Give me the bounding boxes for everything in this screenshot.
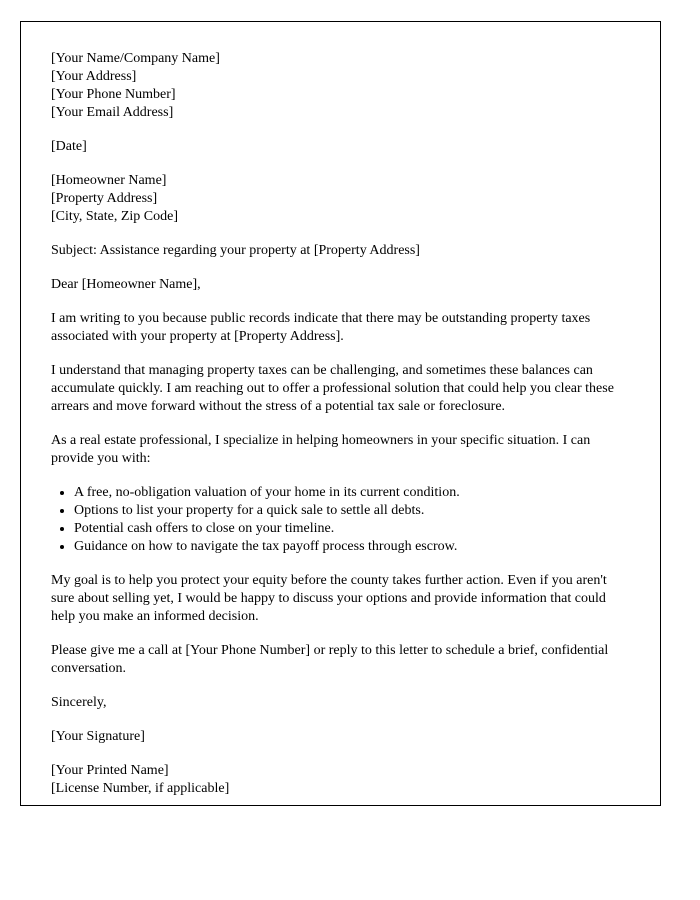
recipient-name-line: [Homeowner Name]: [51, 173, 167, 188]
services-bullet-list: [51, 484, 630, 556]
sender-email-line: [Your Email Address]: [51, 105, 174, 120]
printed-name-block: [51, 762, 630, 798]
signature-block: [51, 728, 630, 746]
printed-name-line: [Your Printed Name]: [51, 763, 169, 778]
paragraph-intro: I am writing to you because public records indicate that there may be outstanding property taxes associated with your property at [Property Address].: [51, 311, 591, 344]
paragraph-call-to-action: Please give me a call at [Your Phone Number] or reply to this letter to schedule a brief, confidential conversation.: [51, 643, 609, 676]
sender-name-line: [Your Name/Company Name]: [51, 51, 220, 66]
sender-address-line: [Your Address]: [51, 69, 137, 84]
sender-block: [51, 50, 630, 122]
license-number-line: [License Number, if applicable]: [51, 781, 230, 796]
signoff: [51, 694, 630, 712]
salutation: Dear [Homeowner Name],: [51, 277, 201, 292]
signature-line: [Your Signature]: [51, 729, 145, 744]
subject-line: Subject: Assistance regarding your property at [Property Address]: [51, 243, 420, 258]
paragraph-understanding: I understand that managing property taxes can be challenging, and sometimes these balances can accumulate quickly. I am reaching out to offer a professional solution that could help you clear these arrears and move forward without the stress of a potential tax sale or foreclosure.: [51, 363, 614, 414]
signoff-line: Sincerely,: [51, 695, 107, 710]
date-block: [51, 138, 630, 156]
bullet-item-guidance: • Guidance on how to navigate the tax payoff process through escrow.: [74, 538, 630, 556]
sender-phone-line: [Your Phone Number]: [51, 87, 176, 102]
recipient-address-line: [Property Address]: [51, 191, 158, 206]
letter-document: [20, 21, 661, 806]
paragraph-services-intro: As a real estate professional, I specialize in helping homeowners in your specific situation. I can provide you with:: [51, 433, 591, 466]
paragraph-goal: My goal is to help you protect your equity before the county takes further action. Even if you aren't sure about selling yet, I would be happy to discuss your options and provide information that could help you make an informed decision.: [51, 573, 607, 624]
bullet-item-valuation: • A free, no-obligation valuation of your home in its current condition.: [74, 484, 630, 502]
recipient-block: [51, 172, 630, 226]
date-line: [Date]: [51, 139, 87, 154]
bullet-item-listing: • Options to list your property for a quick sale to settle all debts.: [74, 502, 630, 520]
recipient-city-line: [City, State, Zip Code]: [51, 209, 179, 224]
bullet-item-cash-offers: • Potential cash offers to close on your timeline.: [74, 520, 630, 538]
